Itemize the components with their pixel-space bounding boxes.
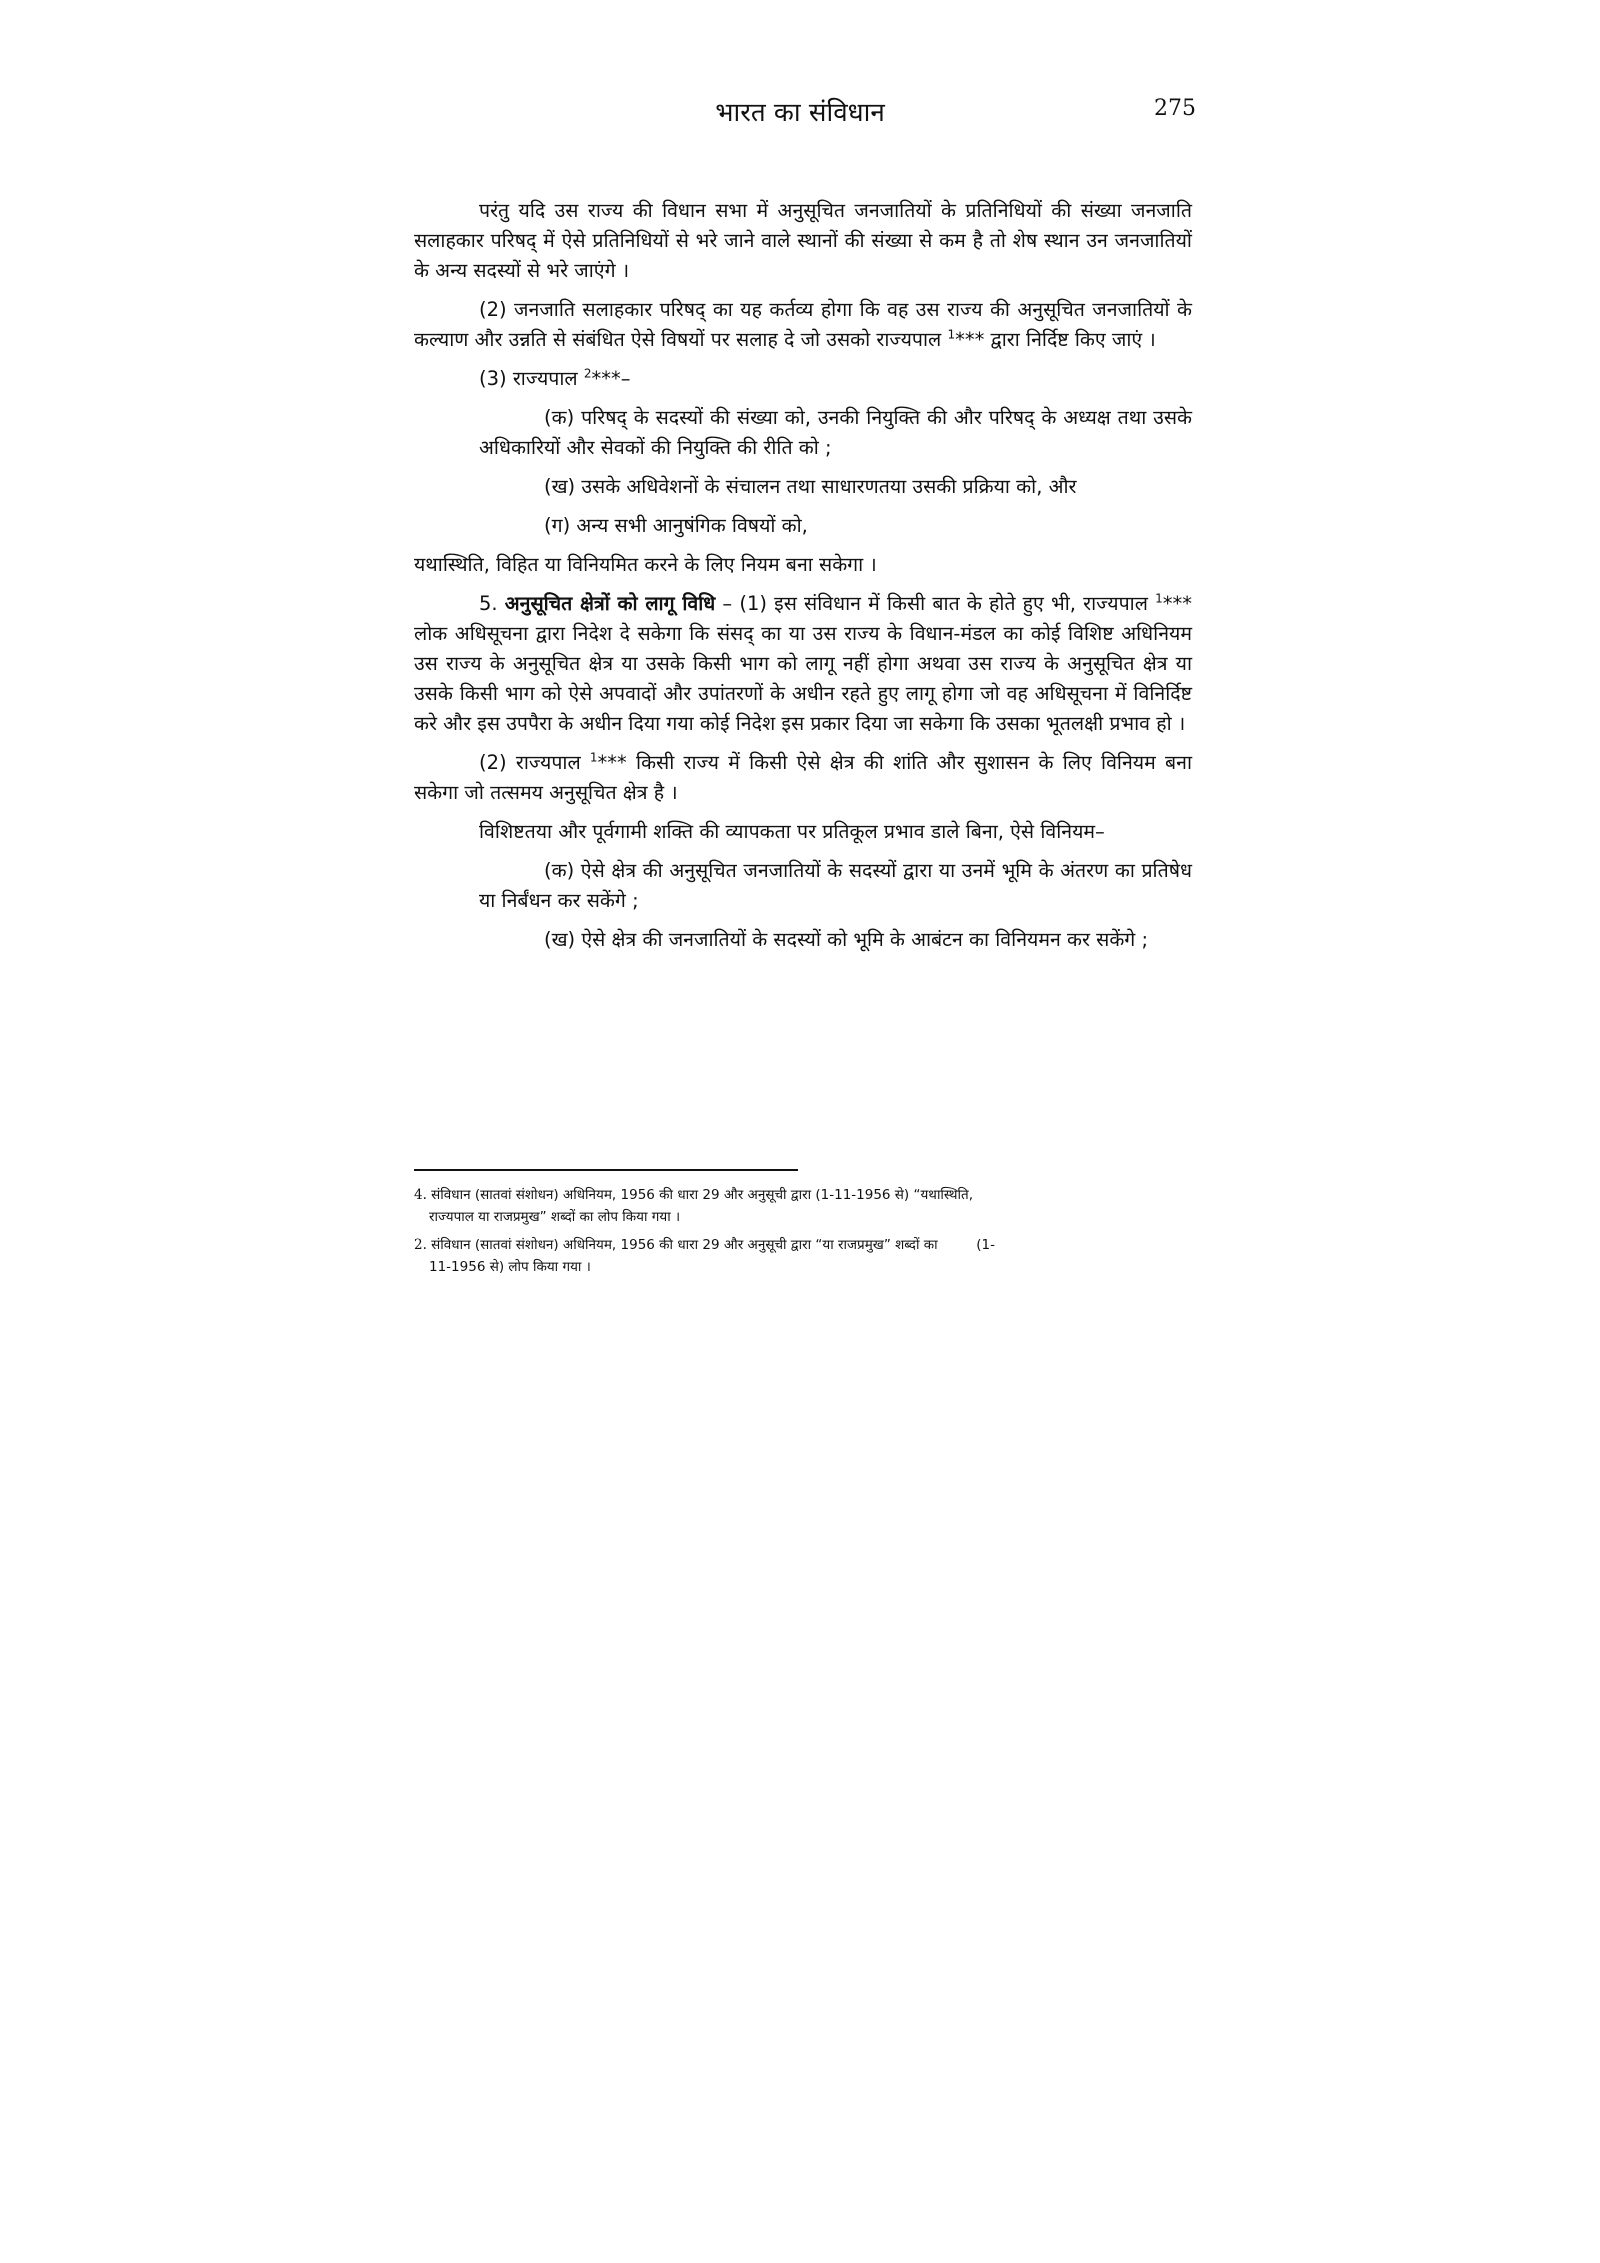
section-5-general-power: विशिष्टतया और पूर्वगामी शक्ति की व्यापकता पर प्रतिकूल प्रभाव डाले बिना, ऐसे विनियम– <box>479 820 1105 843</box>
regulation-clause-kha: (ख) ऐसे क्षेत्र की जनजातियों के सदस्यों को भूमि के आबंटन का विनियमन कर सकेंगे ; <box>544 928 1149 951</box>
page-number: 275 <box>1154 96 1196 121</box>
running-head-title: भारत का संविधान <box>715 98 885 128</box>
footnote-number: 4. <box>414 1187 427 1203</box>
paragraph-proviso: परंतु यदि उस राज्य की विधान सभा में अनुसूचित जनजातियों के प्रतिनिधियों की संख्या जनजाति सलाहकार परिषद् में ऐसे प्रतिनिधियों से भरे जाने वाले स्थानों की संख्या से कम है तो शेष स्थान उन जनजातियों के अन्य सदस्यों से भरे जाएंगे । <box>414 199 1192 282</box>
footnote-item <box>414 1234 1204 1278</box>
text-segment: *** किसी राज्य में किसी ऐसे क्षेत्र की शांति और सुशासन के लिए विनियम बना सकेगा जो तत्समय अनुसूचित क्षेत्र है । <box>414 751 1192 804</box>
section-heading: अनुसूचित क्षेत्रों को लागू विधि <box>504 592 716 615</box>
regulation-clause-ka: (क) ऐसे क्षेत्र की अनुसूचित जनजातियों के सदस्यों द्वारा या उनमें भूमि के अंतरण का प्रतिषेध या निर्बंधन कर सकेंगे ; <box>479 859 1192 912</box>
text-segment: ***– <box>591 367 631 390</box>
footnote-marker: 1 <box>947 327 956 342</box>
body-text <box>414 196 1192 964</box>
footnote-marker: 2 <box>583 366 592 381</box>
text-segment: *** लोक अधिसूचना द्वारा निदेश दे सकेगा कि संसद् का या उस राज्य के विधान-मंडल का कोई विशिष्ट अधिनियम उस राज्य के अनुसूचित क्षेत्र या उसके किसी भाग को लागू नहीं होगा अथवा उस राज्य के अनुसूचित क्षेत्र या उसके किसी भाग को ऐसे अपवादों और उपांतरणों के अधीन रहते हुए लागू होगा जो वह अधिसूचना में विनिर्दिष्ट करे और इस उपपैरा के अधीन दिया गया कोई निदेश इस प्रकार दिया जा सकेगा कि उसका भूतलक्षी प्रभाव हो । <box>414 592 1192 735</box>
footnotes <box>414 1184 1204 1284</box>
paragraph-clause-3 <box>414 364 1192 394</box>
section-5-paragraph <box>414 589 1192 739</box>
footnote-text: संविधान (सातवां संशोधन) अधिनियम, 1956 की धारा 29 और अनुसूची द्वारा “या राजप्रमुख” शब्दों का (1- <box>426 1237 995 1253</box>
text-segment: (3) राज्यपाल <box>479 367 584 390</box>
footnote-text: संविधान (सातवां संशोधन) अधिनियम, 1956 की धारा 29 और अनुसूची द्वारा (1-11-1956 से) “यथास्थिति, <box>426 1187 974 1203</box>
sub-clause-ka: (क) परिषद् के सदस्यों की संख्या को, उनकी नियुक्ति की और परिषद् के अध्यक्ष तथा उसके अधिकारियों और सेवकों की नियुक्ति की रीति को ; <box>479 406 1192 459</box>
footnote-text-continued: 11-1956 से) लोप किया गया । <box>429 1259 591 1275</box>
paragraph-clause-2 <box>414 295 1192 355</box>
text-segment: *** द्वारा निर्दिष्ट किए जाएं । <box>955 328 1156 351</box>
sub-clause-kha: (ख) उसके अधिवेशनों के संचालन तथा साधारणतया उसकी प्रक्रिया को, और <box>544 475 1077 498</box>
sub-clause-ga: (ग) अन्य सभी आनुषंगिक विषयों को, <box>544 514 808 537</box>
paragraph-clause-3-end: यथास्थिति, विहित या विनियमित करने के लिए नियम बना सकेगा । <box>414 553 877 576</box>
text-segment: (2) जनजाति सलाहकार परिषद् का यह कर्तव्य होगा कि वह उस राज्य की अनुसूचित जनजातियों के कल्याण और उन्नति से संबंधित ऐसे विषयों पर सलाह दे जो उसको राज्यपाल <box>414 298 1192 351</box>
text-segment: – (1) इस संविधान में किसी बात के होते हुए भी, राज्यपाल <box>715 592 1156 615</box>
footnote-number: 2. <box>414 1237 427 1253</box>
footnote-divider <box>414 1169 798 1171</box>
footnote-marker: 1 <box>1155 591 1163 606</box>
text-segment: (2) राज्यपाल <box>479 751 590 774</box>
section-number: 5. <box>479 592 505 615</box>
footnote-marker: 1 <box>589 750 598 765</box>
footnote-text-continued: राज्यपाल या राजप्रमुख” शब्दों का लोप किया गया । <box>429 1209 681 1225</box>
section-5-clause-2 <box>414 748 1192 808</box>
footnote-item <box>414 1184 1204 1228</box>
